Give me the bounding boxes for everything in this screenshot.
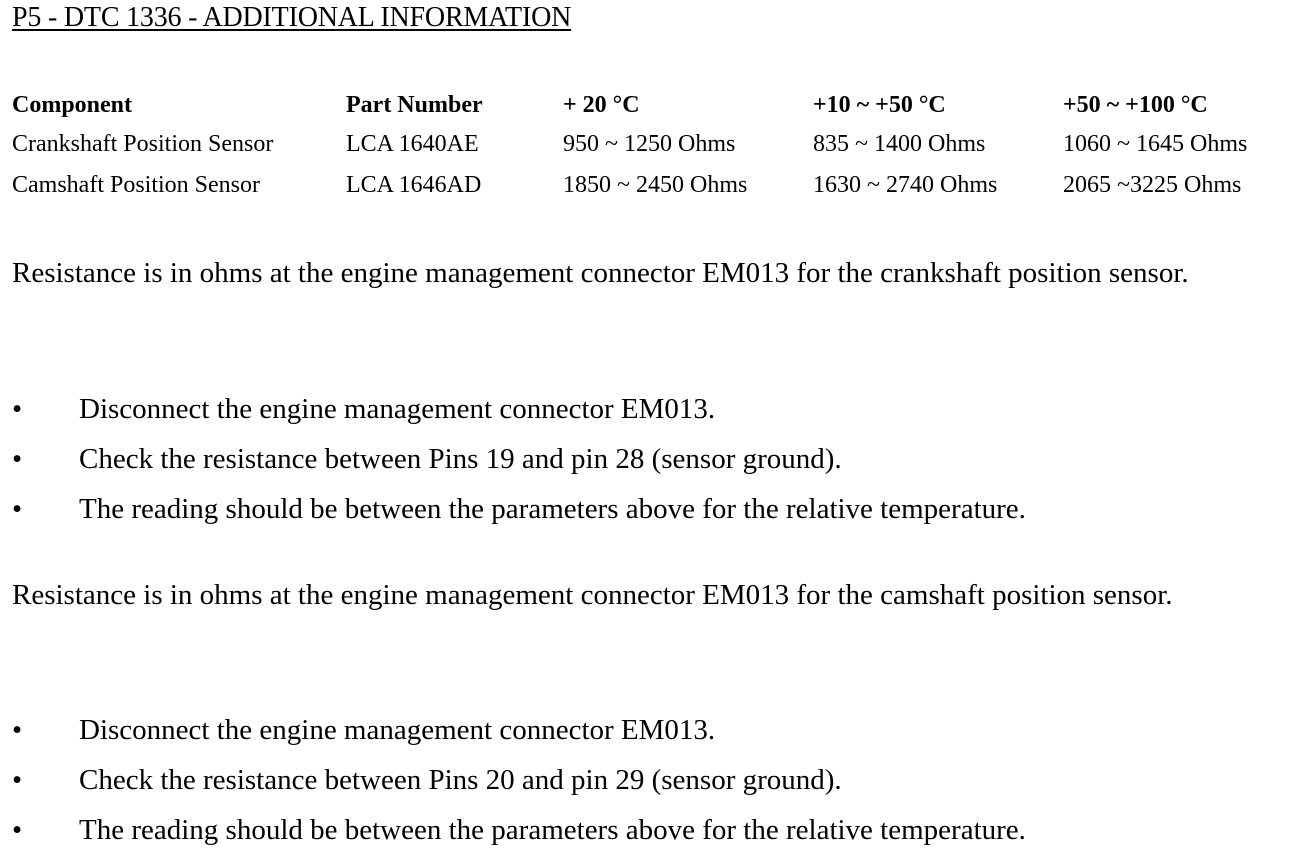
cell-10-50c: 835 ~ 1400 Ohms: [813, 131, 986, 157]
list-item: [12, 805, 1302, 855]
step-text: Check the resistance between Pins 20 and pin 29 (sensor ground).: [79, 764, 842, 796]
sensor-resistance-table: [12, 88, 1303, 206]
step-text: The reading should be between the parameters above for the relative temperature.: [79, 493, 1026, 525]
camshaft-intro: Resistance is in ohms at the engine management connector EM013 for the camshaft position sensor.: [12, 579, 1173, 611]
crankshaft-steps-section: [12, 384, 1302, 534]
page-title: P5 - DTC 1336 - ADDITIONAL INFORMATION: [12, 2, 572, 33]
list-item: [12, 484, 1302, 534]
cell-component: Crankshaft Position Sensor: [12, 131, 274, 157]
list-item: [12, 705, 1302, 755]
cell-50-100c: 2065 ~3225 Ohms: [1063, 172, 1242, 198]
bullet-icon: •: [12, 443, 23, 475]
step-text: Disconnect the engine management connector EM013.: [79, 714, 716, 746]
header-part-number: Part Number: [346, 92, 483, 118]
header-50-100c: +50 ~ +100 °C: [1063, 92, 1208, 118]
step-text: The reading should be between the parameters above for the relative temperature.: [79, 814, 1026, 846]
bullet-icon: •: [12, 393, 23, 425]
cell-10-50c: 1630 ~ 2740 Ohms: [813, 172, 998, 198]
header-10-50c: +10 ~ +50 °C: [813, 92, 946, 118]
list-item: [12, 755, 1302, 805]
camshaft-steps-list: [12, 705, 1302, 855]
bullet-icon: •: [12, 493, 23, 525]
list-item: [12, 434, 1302, 484]
cell-part-number: LCA 1646AD: [346, 172, 482, 198]
crankshaft-section: [12, 253, 1302, 293]
table-row-crankshaft: [12, 124, 1303, 165]
camshaft-section: [12, 575, 1302, 615]
cell-component: Camshaft Position Sensor: [12, 172, 261, 198]
cell-20c: 1850 ~ 2450 Ohms: [563, 172, 748, 198]
bullet-icon: •: [12, 764, 23, 796]
table-header-row: [12, 88, 1303, 124]
bullet-icon: •: [12, 814, 23, 846]
header-20c: + 20 °C: [563, 92, 640, 118]
step-text: Check the resistance between Pins 19 and pin 28 (sensor ground).: [79, 443, 842, 475]
table-row-camshaft: [12, 165, 1303, 206]
header-component: Component: [12, 92, 133, 118]
list-item: [12, 384, 1302, 434]
cell-part-number: LCA 1640AE: [346, 131, 479, 157]
cell-20c: 950 ~ 1250 Ohms: [563, 131, 736, 157]
crankshaft-intro: Resistance is in ohms at the engine management connector EM013 for the crankshaft position sensor.: [12, 257, 1189, 289]
cell-50-100c: 1060 ~ 1645 Ohms: [1063, 131, 1248, 157]
crankshaft-steps-list: [12, 384, 1302, 534]
step-text: Disconnect the engine management connector EM013.: [79, 393, 716, 425]
camshaft-steps-section: [12, 705, 1302, 855]
bullet-icon: •: [12, 714, 23, 746]
